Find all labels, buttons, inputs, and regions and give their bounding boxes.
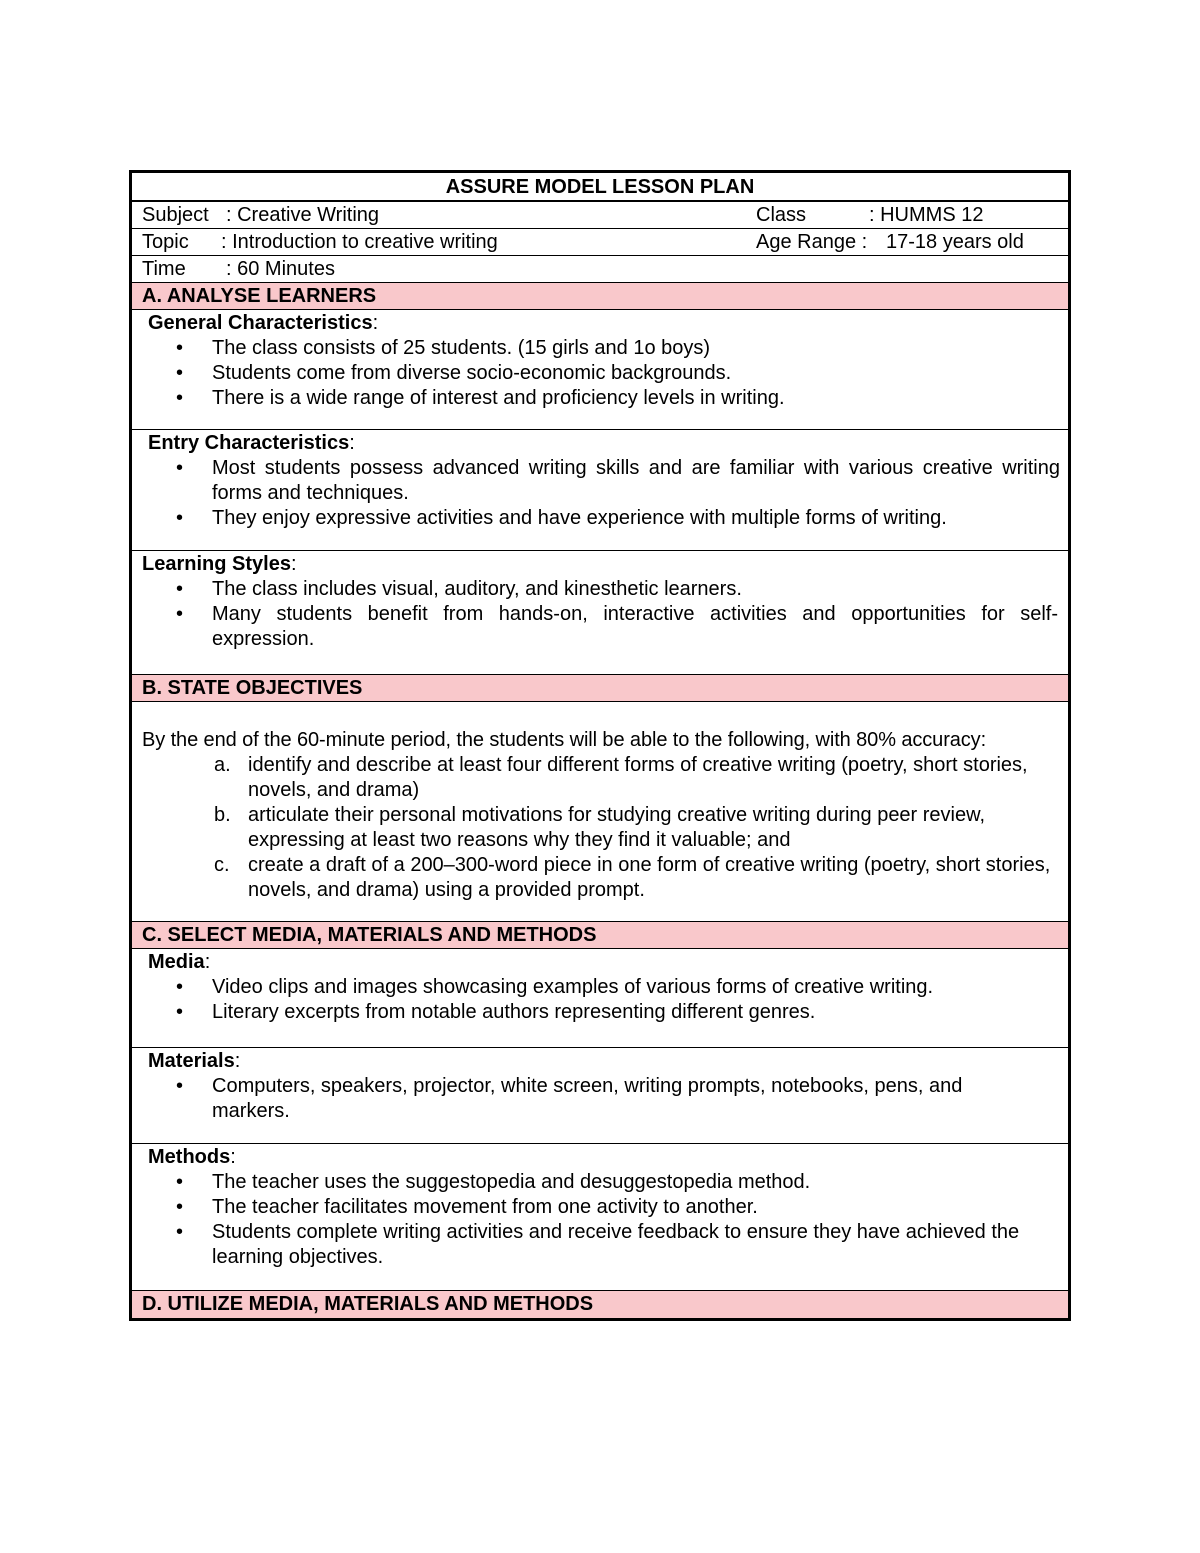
- age-value: 17-18 years old: [886, 231, 1024, 253]
- list-item: [148, 456, 1060, 506]
- topic-row: [132, 229, 1068, 256]
- bullet-icon: •: [176, 457, 184, 479]
- section-c-header: C. SELECT MEDIA, MATERIALS AND METHODS: [132, 922, 1068, 949]
- lesson-plan-table: [129, 170, 1071, 1321]
- time-label: Time: [142, 258, 186, 280]
- learning-styles-block: [132, 551, 1068, 675]
- general-characteristics-list: [148, 336, 1060, 411]
- subject-row: [132, 202, 1068, 229]
- section-d-header: D. UTILIZE MEDIA, MATERIALS AND METHODS: [132, 1291, 1068, 1318]
- class-label: Class: [756, 204, 807, 226]
- class-value: : HUMMS 12: [869, 204, 984, 226]
- topic-label: Topic: [142, 231, 189, 253]
- entry-characteristics-list: [148, 456, 1060, 531]
- bullet-icon: •: [176, 1221, 184, 1243]
- list-item-text: Most students possess advanced writing skills and are familiar with various creative writing forms and techniques.: [212, 457, 1060, 504]
- bullet-icon: •: [176, 1196, 184, 1218]
- list-item: [148, 1195, 1054, 1220]
- general-characteristics-heading: General Characteristics: [148, 312, 373, 334]
- colon: :: [349, 432, 355, 454]
- list-item: [148, 602, 1058, 652]
- list-item: [148, 336, 1060, 361]
- list-item-text: The teacher facilitates movement from one activity to another.: [212, 1196, 758, 1218]
- list-item-text: Students come from diverse socio-economic backgrounds.: [212, 362, 732, 384]
- age-label: Age Range :: [756, 231, 868, 253]
- objective-item: [142, 753, 1064, 803]
- list-item-text: The class includes visual, auditory, and kinesthetic learners.: [212, 578, 742, 600]
- entry-characteristics-block: [132, 430, 1068, 551]
- materials-block: [132, 1048, 1068, 1144]
- bullet-icon: •: [176, 362, 184, 384]
- list-item-text: Many students benefit from hands-on, interactive activities and opportunities for self-expression.: [212, 603, 1058, 650]
- objective-text: create a draft of a 200–300-word piece in one form of creative writing (poetry, short stories, novels, and drama) using a provided prompt.: [248, 854, 1051, 901]
- objectives-list: [142, 753, 1064, 903]
- subject-value: : Creative Writing: [226, 204, 380, 226]
- colon: :: [290, 553, 297, 575]
- objective-item: [142, 803, 1064, 853]
- colon: :: [204, 951, 211, 973]
- colon: :: [230, 1146, 236, 1168]
- list-item-text: Students complete writing activities and receive feedback to ensure they have achieved the learning objectives.: [212, 1221, 1020, 1268]
- materials-heading: Materials: [148, 1050, 235, 1072]
- bullet-icon: •: [176, 1075, 184, 1097]
- section-a-header: A. ANALYSE LEARNERS: [132, 283, 1068, 310]
- list-item-text: Video clips and images showcasing examples of various forms of creative writing.: [212, 976, 934, 998]
- bullet-icon: •: [176, 603, 184, 625]
- list-item-text: Literary excerpts from notable authors representing different genres.: [212, 1001, 816, 1023]
- list-item-text: They enjoy expressive activities and have experience with multiple forms of writing.: [212, 507, 947, 529]
- time-value: : 60 Minutes: [226, 258, 335, 280]
- objectives-block: [132, 702, 1068, 922]
- list-item: [148, 506, 1060, 531]
- objectives-intro: By the end of the 60-minute period, the students will be able to the following, with 80% accuracy:: [142, 729, 987, 751]
- learning-styles-heading: Learning Styles: [142, 553, 291, 575]
- objective-text: articulate their personal motivations for studying creative writing during peer review, expressing at least two reasons why they find it valuable; and: [248, 804, 986, 851]
- list-item-text: There is a wide range of interest and proficiency levels in writing.: [212, 387, 785, 409]
- list-item: [148, 577, 1058, 602]
- list-item: [148, 1074, 1030, 1124]
- bullet-icon: •: [176, 337, 184, 359]
- bullet-icon: •: [176, 578, 184, 600]
- objective-letter: c.: [214, 854, 230, 876]
- list-item-text: The class consists of 25 students. (15 girls and 1o boys): [212, 337, 711, 359]
- time-row: [132, 256, 1068, 283]
- media-list: [148, 975, 1060, 1025]
- media-block: [132, 949, 1068, 1048]
- objective-text: identify and describe at least four different forms of creative writing (poetry, short stories, novels, and drama): [248, 754, 1028, 801]
- entry-characteristics-heading: Entry Characteristics: [148, 432, 350, 454]
- methods-list: [148, 1170, 1060, 1270]
- list-item: [148, 975, 1060, 1000]
- list-item: [148, 386, 1060, 411]
- objective-item: [142, 853, 1064, 903]
- bullet-icon: •: [176, 507, 184, 529]
- list-item: [148, 1000, 1060, 1025]
- general-characteristics-block: [132, 310, 1068, 430]
- list-item-text: Computers, speakers, projector, white screen, writing prompts, notebooks, pens, and markers.: [212, 1075, 963, 1122]
- section-b-header: B. STATE OBJECTIVES: [132, 675, 1068, 702]
- colon: :: [372, 312, 379, 334]
- bullet-icon: •: [176, 1001, 184, 1023]
- materials-list: [148, 1074, 1060, 1124]
- list-item: [148, 1220, 1054, 1270]
- table-title: ASSURE MODEL LESSON PLAN: [132, 173, 1068, 202]
- subject-label: Subject: [142, 204, 209, 226]
- bullet-icon: •: [176, 976, 184, 998]
- colon: :: [234, 1050, 241, 1072]
- list-item: [148, 361, 1060, 386]
- objective-letter: b.: [214, 804, 231, 826]
- list-item-text: The teacher uses the suggestopedia and desuggestopedia method.: [212, 1171, 811, 1193]
- learning-styles-list: [148, 577, 1058, 652]
- topic-value: : Introduction to creative writing: [221, 231, 498, 253]
- list-item: [148, 1170, 1054, 1195]
- methods-heading: Methods: [148, 1146, 231, 1168]
- media-heading: Media: [148, 951, 205, 973]
- objective-letter: a.: [214, 754, 231, 776]
- methods-block: [132, 1144, 1068, 1291]
- bullet-icon: •: [176, 1171, 184, 1193]
- bullet-icon: •: [176, 387, 184, 409]
